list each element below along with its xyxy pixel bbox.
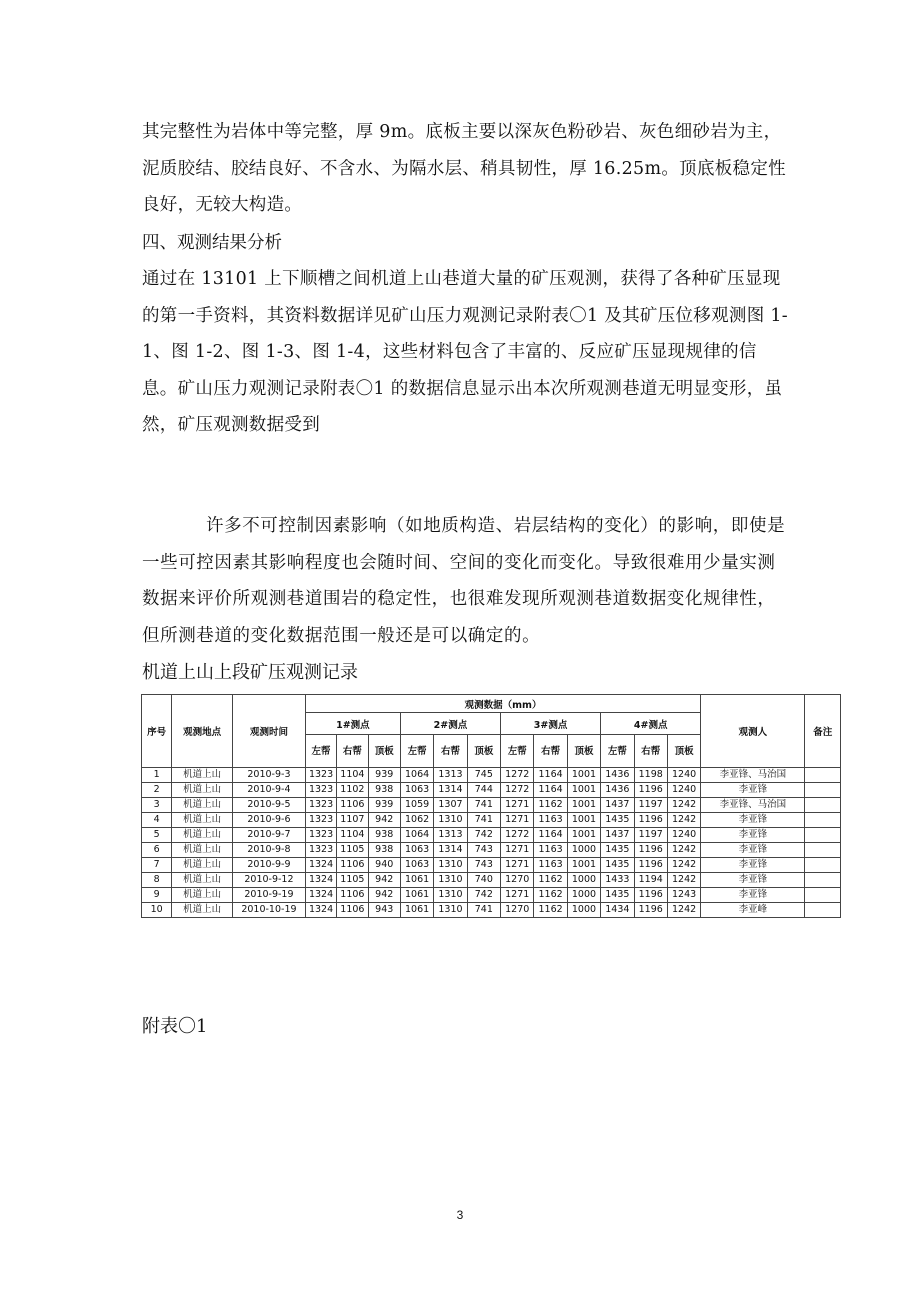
table-row <box>142 873 841 888</box>
table-cell: 942 <box>368 873 400 888</box>
table-cell: 939 <box>368 798 400 813</box>
table-cell <box>805 888 841 903</box>
table-row <box>142 768 841 783</box>
table-cell: 742 <box>467 828 500 843</box>
table-cell: 1197 <box>634 828 667 843</box>
table-cell: 李亚锋 <box>701 813 805 828</box>
table-cell: 1435 <box>601 843 634 858</box>
header-data-group: 观测数据（mm） <box>305 695 700 713</box>
table-cell: 1104 <box>337 828 368 843</box>
table-cell: 1001 <box>567 768 600 783</box>
table-cell: 2010-9-3 <box>233 768 306 783</box>
table-cell: 741 <box>467 813 500 828</box>
table-cell: 机道上山 <box>172 828 233 843</box>
table-row <box>142 858 841 873</box>
table-cell: 1194 <box>634 873 667 888</box>
table-cell: 1271 <box>501 888 534 903</box>
table-cell: 1063 <box>400 858 433 873</box>
table-cell: 机道上山 <box>172 903 233 918</box>
table-cell: 1435 <box>601 813 634 828</box>
observation-table <box>141 694 841 918</box>
table-cell: 1436 <box>601 783 634 798</box>
table-cell: 1324 <box>305 903 336 918</box>
header-top: 顶板 <box>567 735 600 768</box>
table-cell <box>805 843 841 858</box>
table-cell <box>805 858 841 873</box>
table-cell: 740 <box>467 873 500 888</box>
table-cell: 机道上山 <box>172 798 233 813</box>
header-left: 左帮 <box>501 735 534 768</box>
table-cell: 1242 <box>667 873 700 888</box>
header-right: 右帮 <box>337 735 368 768</box>
table-cell: 1000 <box>567 873 600 888</box>
table-cell: 1000 <box>567 888 600 903</box>
table-cell: 1196 <box>634 843 667 858</box>
table-cell <box>805 903 841 918</box>
table-cell: 1242 <box>667 858 700 873</box>
table-cell: 1272 <box>501 828 534 843</box>
table-cell: 2 <box>142 783 172 798</box>
header-point-2: 2#测点 <box>400 713 500 735</box>
table-cell: 943 <box>368 903 400 918</box>
table-cell <box>805 768 841 783</box>
table-cell: 1163 <box>534 813 567 828</box>
table-cell: 942 <box>368 813 400 828</box>
table-cell: 1242 <box>667 798 700 813</box>
table-cell: 1063 <box>400 783 433 798</box>
annex-label: 附表〇1 <box>142 1016 208 1037</box>
table-cell: 1162 <box>534 903 567 918</box>
table-cell: 2010-9-12 <box>233 873 306 888</box>
header-right: 右帮 <box>634 735 667 768</box>
table-row <box>142 783 841 798</box>
table-cell: 1314 <box>434 843 467 858</box>
table-cell: 1310 <box>434 858 467 873</box>
table-cell: 1197 <box>634 798 667 813</box>
table-cell: 1198 <box>634 768 667 783</box>
table-cell: 1196 <box>634 888 667 903</box>
header-top: 顶板 <box>467 735 500 768</box>
table-cell: 7 <box>142 858 172 873</box>
header-remark: 备注 <box>805 695 841 768</box>
table-cell: 1059 <box>400 798 433 813</box>
table-cell: 2010-9-5 <box>233 798 306 813</box>
table-title: 机道上山上段矿压观测记录 <box>142 662 358 683</box>
table-cell: 机道上山 <box>172 888 233 903</box>
table-cell: 1270 <box>501 903 534 918</box>
paragraph-analysis: 通过在 13101 上下顺槽之间机道上山巷道大量的矿压观测，获得了各种矿压显现的第一手资料，其资料数据详见矿山压力观测记录附表〇1 及其矿压位移观测图 1-1、图 1-2、图 1-3、图 1-4，这些材料包含了丰富的、反应矿压显现规律的信息。矿山压力观测记录附表〇1 的数据信息显示出本次所观测巷道无明显变形，虽然，矿压观测数据受到 <box>142 269 789 435</box>
table-cell: 1001 <box>567 813 600 828</box>
table-row <box>142 798 841 813</box>
table-cell <box>805 798 841 813</box>
table-cell: 1106 <box>337 903 368 918</box>
table-cell: 2010-9-8 <box>233 843 306 858</box>
table-cell: 2010-9-6 <box>233 813 306 828</box>
table-row <box>142 903 841 918</box>
table-cell: 1064 <box>400 828 433 843</box>
table-cell: 1435 <box>601 858 634 873</box>
header-observer: 观测人 <box>701 695 805 768</box>
table-row <box>142 888 841 903</box>
table-cell: 1001 <box>567 828 600 843</box>
table-cell: 1240 <box>667 828 700 843</box>
table-cell: 1240 <box>667 768 700 783</box>
table-cell: 1323 <box>305 828 336 843</box>
table-cell: 1272 <box>501 783 534 798</box>
table-cell: 1436 <box>601 768 634 783</box>
header-right: 右帮 <box>434 735 467 768</box>
table-cell: 8 <box>142 873 172 888</box>
page-number: 3 <box>456 1208 464 1222</box>
table-cell: 1307 <box>434 798 467 813</box>
table-cell: 4 <box>142 813 172 828</box>
table-cell: 1310 <box>434 873 467 888</box>
header-point-4: 4#测点 <box>601 713 701 735</box>
table-cell <box>805 783 841 798</box>
paragraph-continuation: 许多不可控制因素影响（如地质构造、岩层结构的变化）的影响，即使是一些可控因素其影响程度也会随时间、空间的变化而变化。导致很难用少量实测数据来评价所观测巷道围岩的稳定性，也很难发现所观测巷道数据变化规律性，但所测巷道的变化数据范围一般还是可以确定的。 <box>142 516 786 646</box>
table-cell: 1106 <box>337 798 368 813</box>
table-cell: 741 <box>467 903 500 918</box>
header-location: 观测地点 <box>172 695 233 768</box>
table-cell: 机道上山 <box>172 858 233 873</box>
table-cell: 1196 <box>634 858 667 873</box>
table-cell: 942 <box>368 888 400 903</box>
table-cell: 1163 <box>534 858 567 873</box>
table-cell: 1324 <box>305 888 336 903</box>
table-cell: 2010-9-19 <box>233 888 306 903</box>
table-cell: 2010-9-7 <box>233 828 306 843</box>
table-cell: 3 <box>142 798 172 813</box>
table-cell: 1270 <box>501 873 534 888</box>
section-heading: 四、观测结果分析 <box>142 233 282 253</box>
table-cell <box>805 873 841 888</box>
table-cell: 10 <box>142 903 172 918</box>
table-cell: 1242 <box>667 843 700 858</box>
table-cell: 1310 <box>434 813 467 828</box>
table-cell: 机道上山 <box>172 843 233 858</box>
table-cell: 机道上山 <box>172 783 233 798</box>
table-cell: 机道上山 <box>172 813 233 828</box>
header-top: 顶板 <box>667 735 700 768</box>
table-cell: 1242 <box>667 903 700 918</box>
table-cell: 1102 <box>337 783 368 798</box>
table-cell: 1001 <box>567 858 600 873</box>
table-row <box>142 828 841 843</box>
paragraph-intro: 其完整性为岩体中等完整，厚 9m。底板主要以深灰色粉砂岩、灰色细砂岩为主，泥质胶结、胶结良好、不含水、为隔水层、稍具韧性，厚 16.25m。顶底板稳定性良好，无较大构造。 <box>142 122 786 215</box>
table-cell: 1000 <box>567 903 600 918</box>
table-cell: 1196 <box>634 903 667 918</box>
table-cell: 1437 <box>601 828 634 843</box>
table-cell: 1164 <box>534 768 567 783</box>
table-row <box>142 843 841 858</box>
table-cell: 2010-9-4 <box>233 783 306 798</box>
table-cell: 938 <box>368 843 400 858</box>
table-cell: 938 <box>368 828 400 843</box>
table-cell: 1063 <box>400 843 433 858</box>
table-cell: 6 <box>142 843 172 858</box>
table-cell: 1271 <box>501 843 534 858</box>
table-cell: 李亚锋 <box>701 888 805 903</box>
table-cell: 1314 <box>434 783 467 798</box>
table-cell: 744 <box>467 783 500 798</box>
table-cell: 1061 <box>400 873 433 888</box>
table-cell: 1162 <box>534 798 567 813</box>
table-cell: 1104 <box>337 768 368 783</box>
header-point-3: 3#测点 <box>501 713 601 735</box>
table-cell: 1162 <box>534 873 567 888</box>
table-cell: 745 <box>467 768 500 783</box>
table-cell: 1434 <box>601 903 634 918</box>
table-cell: 1437 <box>601 798 634 813</box>
table-cell: 743 <box>467 843 500 858</box>
header-top: 顶板 <box>368 735 400 768</box>
table-cell: 938 <box>368 783 400 798</box>
table-cell: 9 <box>142 888 172 903</box>
table-cell: 李亚峰 <box>701 903 805 918</box>
table-cell: 1240 <box>667 783 700 798</box>
header-time: 观测时间 <box>233 695 306 768</box>
table-cell <box>805 813 841 828</box>
header-point-1: 1#测点 <box>305 713 400 735</box>
table-cell: 李亚锋 <box>701 843 805 858</box>
table-cell: 1106 <box>337 858 368 873</box>
table-cell: 1164 <box>534 828 567 843</box>
table-cell: 1001 <box>567 783 600 798</box>
table-cell: 1105 <box>337 873 368 888</box>
table-row <box>142 813 841 828</box>
table-cell: 李亚锋 <box>701 858 805 873</box>
table-cell: 939 <box>368 768 400 783</box>
table-cell: 2010-9-9 <box>233 858 306 873</box>
table-cell: 741 <box>467 798 500 813</box>
table-cell: 1310 <box>434 888 467 903</box>
table-cell: 1196 <box>634 783 667 798</box>
table-cell: 机道上山 <box>172 873 233 888</box>
table-cell: 机道上山 <box>172 768 233 783</box>
header-left: 左帮 <box>305 735 336 768</box>
table-cell: 李亚锋、马治国 <box>701 768 805 783</box>
table-cell: 1164 <box>534 783 567 798</box>
table-cell: 1271 <box>501 813 534 828</box>
table-cell: 1313 <box>434 828 467 843</box>
table-cell: 1433 <box>601 873 634 888</box>
table-cell: 1162 <box>534 888 567 903</box>
table-cell: 1163 <box>534 843 567 858</box>
header-right: 右帮 <box>534 735 567 768</box>
table-cell: 1324 <box>305 858 336 873</box>
table-cell: 1243 <box>667 888 700 903</box>
table-cell: 李亚锋 <box>701 783 805 798</box>
table-cell: 1310 <box>434 903 467 918</box>
table-cell: 5 <box>142 828 172 843</box>
table-cell <box>805 828 841 843</box>
table-cell: 李亚锋 <box>701 873 805 888</box>
table-cell: 2010-10-19 <box>233 903 306 918</box>
table-cell: 1061 <box>400 888 433 903</box>
table-cell: 1324 <box>305 873 336 888</box>
table-cell: 1107 <box>337 813 368 828</box>
table-cell: 李亚锋、马治国 <box>701 798 805 813</box>
table-cell: 742 <box>467 888 500 903</box>
table-cell: 1313 <box>434 768 467 783</box>
table-cell: 1105 <box>337 843 368 858</box>
table-cell: 1323 <box>305 813 336 828</box>
table-cell: 1272 <box>501 768 534 783</box>
table-cell: 1323 <box>305 798 336 813</box>
header-left: 左帮 <box>400 735 433 768</box>
table-cell: 1196 <box>634 813 667 828</box>
table-cell: 1323 <box>305 843 336 858</box>
table-cell: 1323 <box>305 768 336 783</box>
table-cell: 940 <box>368 858 400 873</box>
table-cell: 1062 <box>400 813 433 828</box>
table-cell: 1064 <box>400 768 433 783</box>
table-cell: 1061 <box>400 903 433 918</box>
table-body <box>142 768 841 918</box>
table-cell: 李亚锋 <box>701 828 805 843</box>
table-cell: 1323 <box>305 783 336 798</box>
table-cell: 1 <box>142 768 172 783</box>
table-cell: 1271 <box>501 858 534 873</box>
table-cell: 1000 <box>567 843 600 858</box>
table-cell: 1001 <box>567 798 600 813</box>
table-cell: 1271 <box>501 798 534 813</box>
header-left: 左帮 <box>601 735 634 768</box>
header-seq: 序号 <box>142 695 172 768</box>
table-cell: 743 <box>467 858 500 873</box>
table-cell: 1435 <box>601 888 634 903</box>
table-cell: 1242 <box>667 813 700 828</box>
table-cell: 1106 <box>337 888 368 903</box>
